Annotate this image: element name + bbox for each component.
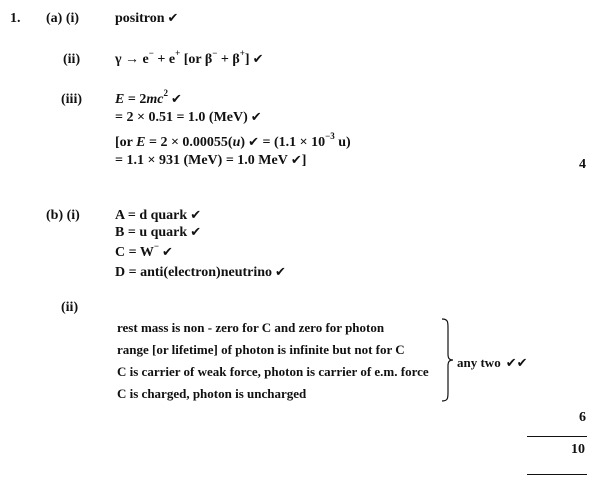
tick-mark-icon: ✔: [250, 110, 262, 125]
part-a-iii-label: (iii): [61, 92, 82, 107]
tick-mark-icon: ✔: [252, 52, 264, 67]
tick-mark-icon: ✔: [190, 208, 202, 223]
answer-a-iii-line1: $E = 2mc^2$ ✔: [115, 88, 182, 107]
answer-a-i: [115, 11, 178, 27]
tick-mark-icon: ✔: [248, 135, 259, 150]
question-number: 1.: [10, 11, 21, 26]
answer-a-iii-line4: = 1.1 × 931 (MeV) = 1.0 MeV ✔]: [115, 153, 307, 168]
answer-b-i-b: [115, 225, 201, 241]
total-rule-top: [527, 436, 587, 437]
answer-b-i-a-text: A = d quark: [115, 208, 188, 223]
right-brace-icon: [440, 318, 454, 402]
tick-mark-icon: ✔: [275, 265, 286, 280]
grand-total: 10: [571, 442, 585, 457]
part-a-ii-label: (ii): [63, 52, 81, 67]
tick-mark-icon: ✔: [161, 245, 173, 260]
part-a-label: (a) (i): [46, 11, 80, 26]
answer-a-ii: γ → e− + e+ [or β− + β+] ✔: [115, 48, 264, 67]
answer-b-i-c-text: C = W: [115, 245, 154, 260]
answer-b-i-d: [115, 265, 286, 281]
tick-mark-icon: ✔: [290, 153, 302, 168]
part-b-label: (b) (i): [46, 208, 80, 223]
part-b-ii-label: (ii): [61, 300, 79, 315]
answer-b-i-c: C = W− ✔: [115, 241, 173, 260]
mark-total-b: 6: [579, 410, 586, 425]
mark-total-a: 4: [579, 157, 586, 172]
tick-mark-icon: ✔: [505, 356, 517, 371]
answer-b-i-a: [115, 208, 201, 224]
answer-a-iii-line2: [115, 110, 262, 126]
any-two-text: any two: [457, 355, 501, 370]
statement-1: rest mass is non - zero for C and zero for photon: [117, 320, 385, 335]
answer-a-iii-line2-text: = 2 × 0.51 = 1.0 (MeV): [115, 110, 248, 125]
answer-b-i-d-text: D = anti(electron)neutrino: [115, 265, 273, 280]
answer-a-iii-line3: [or E = 2 × 0.00055(u) ✔ = ($1.1 \times 10^{-3}$ u): [115, 131, 351, 150]
statement-3: C is carrier of weak force, photon is carrier of e.m. force: [117, 364, 429, 379]
total-rule-bottom: [527, 474, 587, 475]
tick-mark-icon: ✔: [190, 225, 202, 240]
any-two-note: [457, 355, 528, 372]
statement-4: C is charged, photon is uncharged: [117, 386, 307, 401]
tick-mark-icon: ✔: [516, 356, 528, 371]
statement-2: range [or lifetime] of photon is infinite but not for C: [117, 342, 405, 357]
tick-mark-icon: ✔: [170, 92, 182, 107]
answer-b-i-b-text: B = u quark: [115, 225, 188, 240]
tick-mark-icon: ✔: [167, 11, 179, 26]
answer-a-i-text: positron: [115, 11, 165, 26]
